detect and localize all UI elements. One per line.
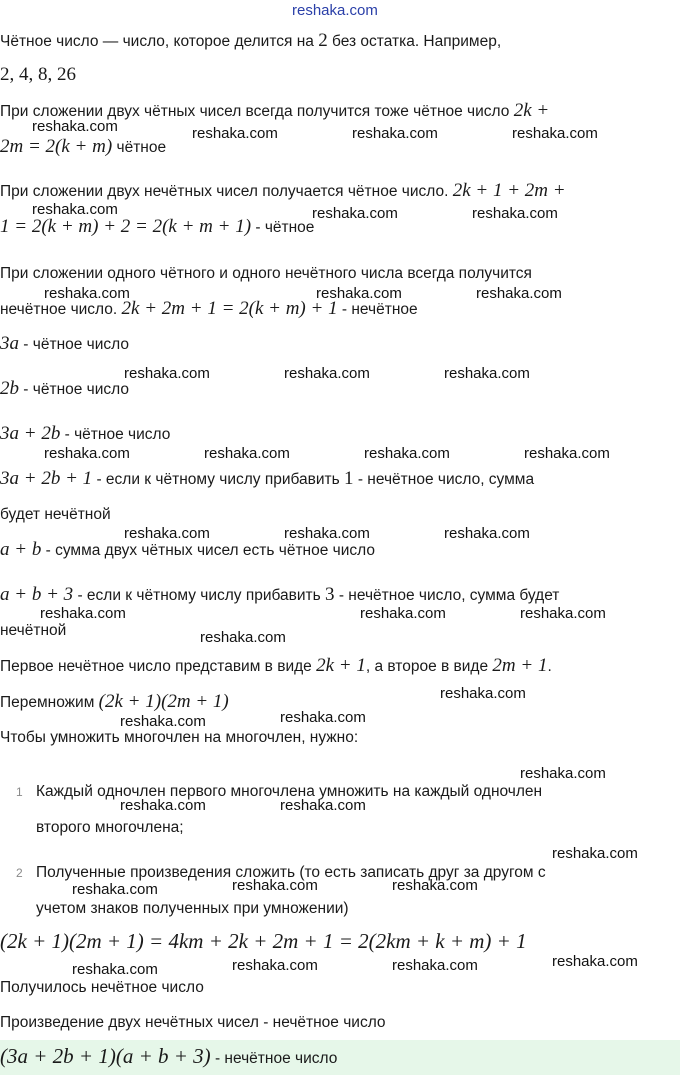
even-sum-line: При сложении двух чётных чисел всегда получится тоже чётное число 2k + [0, 100, 550, 121]
list-number-1: 1 [16, 785, 23, 799]
list-item-1: Каждый одночлен первого многочлена умножить на каждый одночлен [36, 783, 543, 800]
watermark: reshaka.com [72, 961, 158, 978]
watermark: reshaka.com [280, 709, 366, 726]
conclusion-line: Произведение двух нечётных чисел - нечётное число [0, 1014, 386, 1031]
final-answer: (3a + 2b + 1)(a + b + 3) - нечётное число [0, 1044, 338, 1068]
list-item-2: Полученные произведения сложить (то есть записать друг за другом с [36, 864, 546, 881]
odd-representation: Первое нечётное число представим в виде 2k + 1, а второе в виде 2m + 1. [0, 655, 552, 676]
rule-intro: Чтобы умножить многочлен на многочлен, нужно: [0, 729, 359, 746]
watermark: reshaka.com [284, 365, 370, 382]
list-item-1-cont: второго многочлена; [36, 819, 184, 836]
watermark: reshaka.com [520, 605, 606, 622]
watermark: reshaka.com [204, 445, 290, 462]
list-item-2-cont: учетом знаков полученных при умножении) [36, 900, 349, 917]
mixed-sum-line: При сложении одного чётного и одного нечётного числа всегда получится [0, 265, 532, 282]
watermark: reshaka.com [392, 957, 478, 974]
watermark: reshaka.com [32, 201, 118, 218]
term-2b: 2b - чётное число [0, 378, 129, 399]
watermark: reshaka.com [472, 205, 558, 222]
expansion-formula: (2k + 1)(2m + 1) = 4km + 2k + 2m + 1 = 2(2km + k + m) + 1 [0, 929, 527, 953]
watermark: reshaka.com [44, 285, 130, 302]
watermark: reshaka.com [72, 881, 158, 898]
watermark: reshaka.com [32, 118, 118, 135]
multiply-line: Перемножим (2k + 1)(2m + 1) [0, 691, 229, 712]
watermark: reshaka.com [120, 797, 206, 814]
watermark: reshaka.com [44, 445, 130, 462]
watermark: reshaka.com [444, 525, 530, 542]
odd-sum-line: При сложении двух нечётных чисел получается чётное число. 2k + 1 + 2m + [0, 180, 566, 201]
watermark: reshaka.com [444, 365, 530, 382]
term-3a-2b: 3a + 2b - чётное число [0, 423, 171, 444]
term-a-b-3: a + b + 3 - если к чётному числу прибавить 3 - нечётное число, сумма будет [0, 584, 560, 605]
watermark: reshaka.com [232, 877, 318, 894]
watermark: reshaka.com [316, 285, 402, 302]
watermark: reshaka.com [364, 445, 450, 462]
watermark: reshaka.com [552, 953, 638, 970]
watermark: reshaka.com [124, 365, 210, 382]
watermark: reshaka.com [280, 797, 366, 814]
even-sum-formula: 2m = 2(k + m) чётное [0, 136, 167, 157]
odd-sum-formula: 1 = 2(k + m) + 2 = 2(k + m + 1) - чётное [0, 216, 315, 237]
watermark: reshaka.com [192, 125, 278, 142]
result-line: Получилось нечётное число [0, 979, 204, 996]
watermark: reshaka.com [512, 125, 598, 142]
watermark: reshaka.com [524, 445, 610, 462]
watermark: reshaka.com [360, 605, 446, 622]
definition-line: Чётное число — число, которое делится на 2 без остатка. Например, [0, 30, 502, 51]
watermark: reshaka.com [552, 845, 638, 862]
even-examples: 2, 4, 8, 26 [0, 64, 76, 85]
watermark: reshaka.com [124, 525, 210, 542]
term-a-b-3-cont: нечётной [0, 622, 67, 639]
term-3a-2b-1: 3a + 2b + 1 - если к чётному числу прибавить 1 - нечётное число, сумма [0, 468, 535, 489]
mixed-sum-formula: нечётное число. 2k + 2m + 1 = 2(k + m) + 1 - нечётное [0, 298, 418, 319]
term-a-b: a + b - сумма двух чётных чисел есть чётное число [0, 539, 375, 560]
watermark: reshaka.com [232, 957, 318, 974]
watermark: reshaka.com [200, 629, 286, 646]
watermark: reshaka.com [120, 713, 206, 730]
watermark: reshaka.com [352, 125, 438, 142]
term-3a: 3a - чётное число [0, 333, 129, 354]
watermark: reshaka.com [520, 765, 606, 782]
site-watermark-header[interactable]: reshaka.com [292, 2, 378, 19]
watermark: reshaka.com [40, 605, 126, 622]
list-number-2: 2 [16, 866, 23, 880]
watermark: reshaka.com [284, 525, 370, 542]
term-3a-2b-1-cont: будет нечётной [0, 506, 111, 523]
watermark: reshaka.com [392, 877, 478, 894]
watermark: reshaka.com [312, 205, 398, 222]
watermark: reshaka.com [476, 285, 562, 302]
watermark: reshaka.com [440, 685, 526, 702]
